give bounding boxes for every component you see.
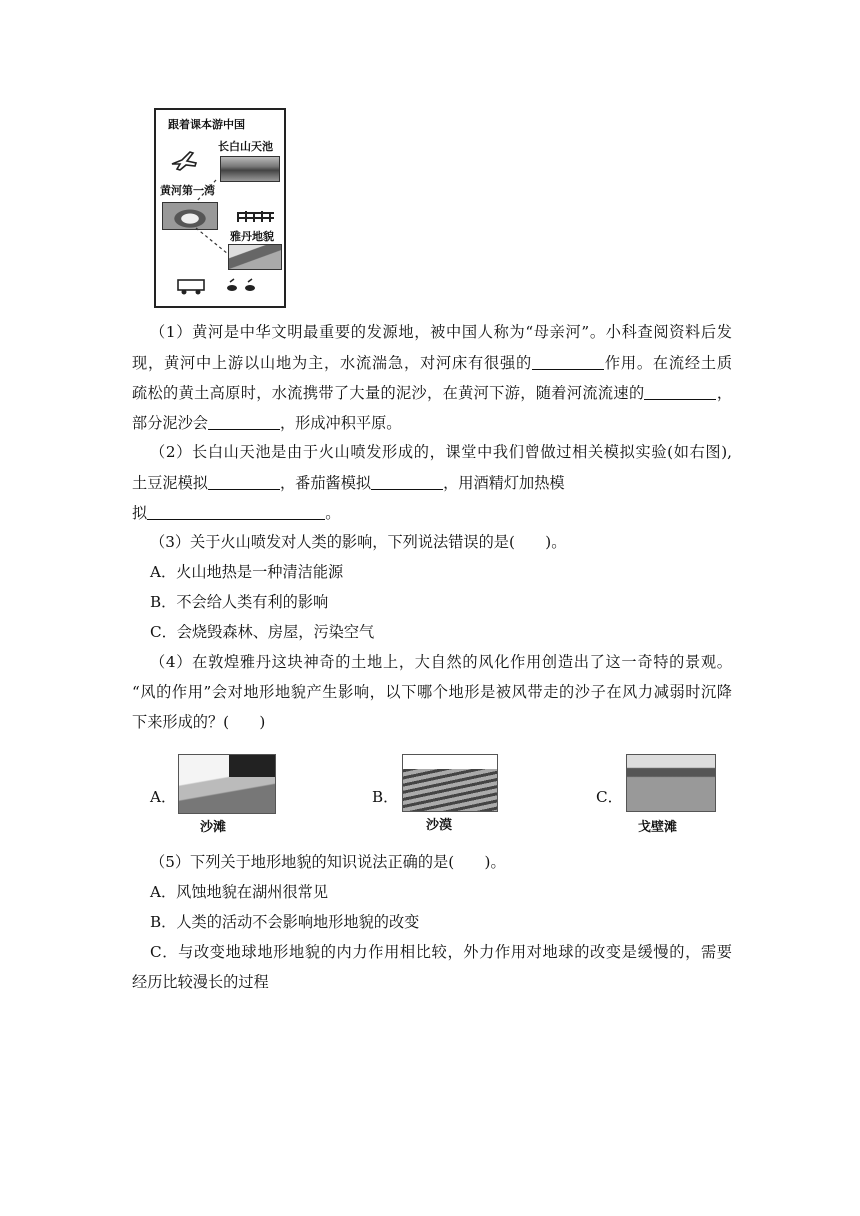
q2-line-2: 土豆泥模拟 ，番茄酱模拟 ，用酒精灯加热模 (132, 474, 565, 492)
travel-map-figure (154, 108, 286, 308)
vehicle-icon (176, 274, 276, 296)
q4-option-b-label[interactable]: B． (372, 788, 399, 806)
label-yardang: 雅丹地貌 (230, 230, 274, 243)
caption-beach: 沙滩 (200, 820, 227, 835)
q5-option-a[interactable]: A．风蚀地貌在湖州很常见 (150, 883, 329, 901)
caption-desert: 沙漠 (426, 818, 453, 833)
q5-option-c-line-1[interactable]: C．与改变地球地形地貌的内力作用相比较，外力作用对地球的改变是缓慢的，需要 (150, 943, 732, 961)
desert-photo[interactable] (402, 754, 498, 812)
q1-line-1: （1）黄河是中华文明最重要的发源地，被中国人称为“母亲河”。小科查阅资料后发 (150, 323, 732, 341)
q5-option-c-line-2[interactable]: 经历比较漫长的过程 (132, 973, 269, 991)
q2-line-3: 拟 。 (132, 504, 341, 522)
q2-line-1: （2）长白山天池是由于火山喷发形成的，课堂中我们曾做过相关模拟实验(如右图), (150, 443, 732, 461)
q4-line-1: （4）在敦煌雅丹这块神奇的土地上，大自然的风化作用创造出了这一奇特的景观。 (150, 653, 732, 671)
q3-option-b[interactable]: B．不会给人类有利的影响 (150, 593, 329, 611)
map-title: 跟着课本游中国 (168, 118, 245, 131)
answer-blank[interactable] (532, 352, 604, 370)
answer-blank[interactable] (644, 382, 716, 400)
q3-option-c[interactable]: C．会烧毁森林、房屋，污染空气 (150, 623, 375, 641)
answer-blank[interactable] (371, 472, 443, 490)
answer-blank[interactable] (147, 502, 325, 520)
gobi-photo[interactable] (626, 754, 716, 812)
q4-line-3: 下来形成的？( ) (132, 713, 266, 731)
q4-option-c-label[interactable]: C． (596, 788, 623, 806)
q3-stem: （3）关于火山喷发对人类的影响，下列说法错误的是( )。 (150, 533, 567, 551)
answer-blank[interactable] (208, 472, 280, 490)
q1-line-4: 部分泥沙会 ，形成冲积平原。 (132, 414, 402, 432)
q5-option-b[interactable]: B．人类的活动不会影响地形地貌的改变 (150, 913, 420, 931)
q3-option-a[interactable]: A．火山地热是一种清洁能源 (150, 563, 344, 581)
q4-option-a-label[interactable]: A． (150, 788, 177, 806)
answer-blank[interactable] (208, 412, 280, 430)
beach-photo[interactable] (178, 754, 276, 814)
caption-gobi: 戈壁滩 (638, 820, 678, 835)
q1-line-2: 现，黄河中上游以山地为主，水流湍急，对河床有很强的 作用。在流经土质 (132, 354, 732, 372)
label-tianchi: 长白山天池 (218, 140, 273, 153)
q4-line-2: “风的作用”会对地形地貌产生影响，以下哪个地形是被风带走的沙子在风力减弱时沉降 (132, 683, 732, 701)
label-yellow-river-bend: 黄河第一湾 (160, 184, 215, 197)
q5-stem: （5）下列关于地形地貌的知识说法正确的是( )。 (150, 853, 506, 871)
q1-line-3: 疏松的黄土高原时，水流携带了大量的泥沙，在黄河下游，随着河流流速的 ， (132, 384, 733, 402)
